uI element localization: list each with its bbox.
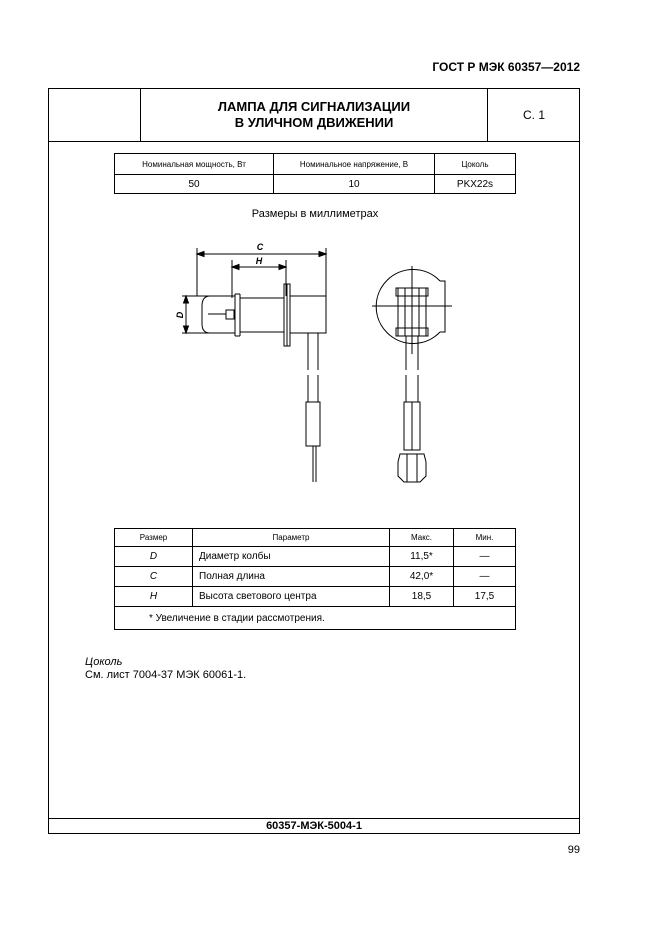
header-divider xyxy=(48,141,580,142)
dimensions-caption: Размеры в миллиметрах xyxy=(251,208,379,220)
base-reference: См. лист 7004-37 МЭК 60061-1. xyxy=(85,669,247,681)
base-heading: Цоколь xyxy=(85,656,123,668)
dims-header-size: Размер xyxy=(115,529,193,547)
table-row xyxy=(115,547,516,567)
table-row xyxy=(115,567,516,587)
dimensions-table xyxy=(114,528,516,630)
lamp-side-view xyxy=(175,242,326,482)
rating-cap-value: PKX22s xyxy=(435,175,516,194)
rating-header-cap: Цоколь xyxy=(435,154,516,175)
sheet-title: ЛАМПА ДЛЯ СИГНАЛИЗАЦИИ В УЛИЧНОМ ДВИЖЕНИИ xyxy=(141,88,488,142)
dimension-h-label: H xyxy=(255,256,263,266)
sheet-page-ref: С. 1 xyxy=(522,108,545,122)
dims-header-parameter: Параметр xyxy=(193,529,390,547)
dim-max: 18,5 xyxy=(390,587,454,607)
dim-symbol: D xyxy=(115,547,193,567)
dim-symbol: C xyxy=(115,567,193,587)
dimension-d-label: D xyxy=(175,311,185,319)
dim-parameter: Диаметр колбы xyxy=(193,547,390,567)
table-row xyxy=(115,587,516,607)
sheet-code: 60357-МЭК-5004-1 xyxy=(266,820,362,832)
dims-header-min: Мин. xyxy=(454,529,516,547)
dim-parameter: Высота светового центра xyxy=(193,587,390,607)
standard-code: ГОСТ Р МЭК 60357—2012 xyxy=(432,60,580,74)
rating-power-value: 50 xyxy=(115,175,274,194)
dim-min: — xyxy=(454,567,516,587)
dim-symbol: H xyxy=(115,587,193,607)
footer-divider xyxy=(48,818,580,819)
dims-table-note: * Увеличение в стадии рассмотрения. xyxy=(115,607,516,630)
dim-parameter: Полная длина xyxy=(193,567,390,587)
dim-min: — xyxy=(454,547,516,567)
dims-header-max: Макс. xyxy=(390,529,454,547)
dim-min: 17,5 xyxy=(454,587,516,607)
rating-header-power: Номинальная мощность, Вт xyxy=(115,154,274,175)
dim-max: 42,0* xyxy=(390,567,454,587)
dimension-c-label: C xyxy=(256,242,264,252)
page-number: 99 xyxy=(567,844,580,856)
lamp-front-view xyxy=(372,266,452,482)
dim-max: 11,5* xyxy=(390,547,454,567)
lamp-drawing xyxy=(160,230,480,490)
header-left-cell xyxy=(48,88,141,142)
rating-table xyxy=(114,153,516,194)
rating-voltage-value: 10 xyxy=(274,175,435,194)
rating-header-voltage: Номинальное напряжение, В xyxy=(274,154,435,175)
